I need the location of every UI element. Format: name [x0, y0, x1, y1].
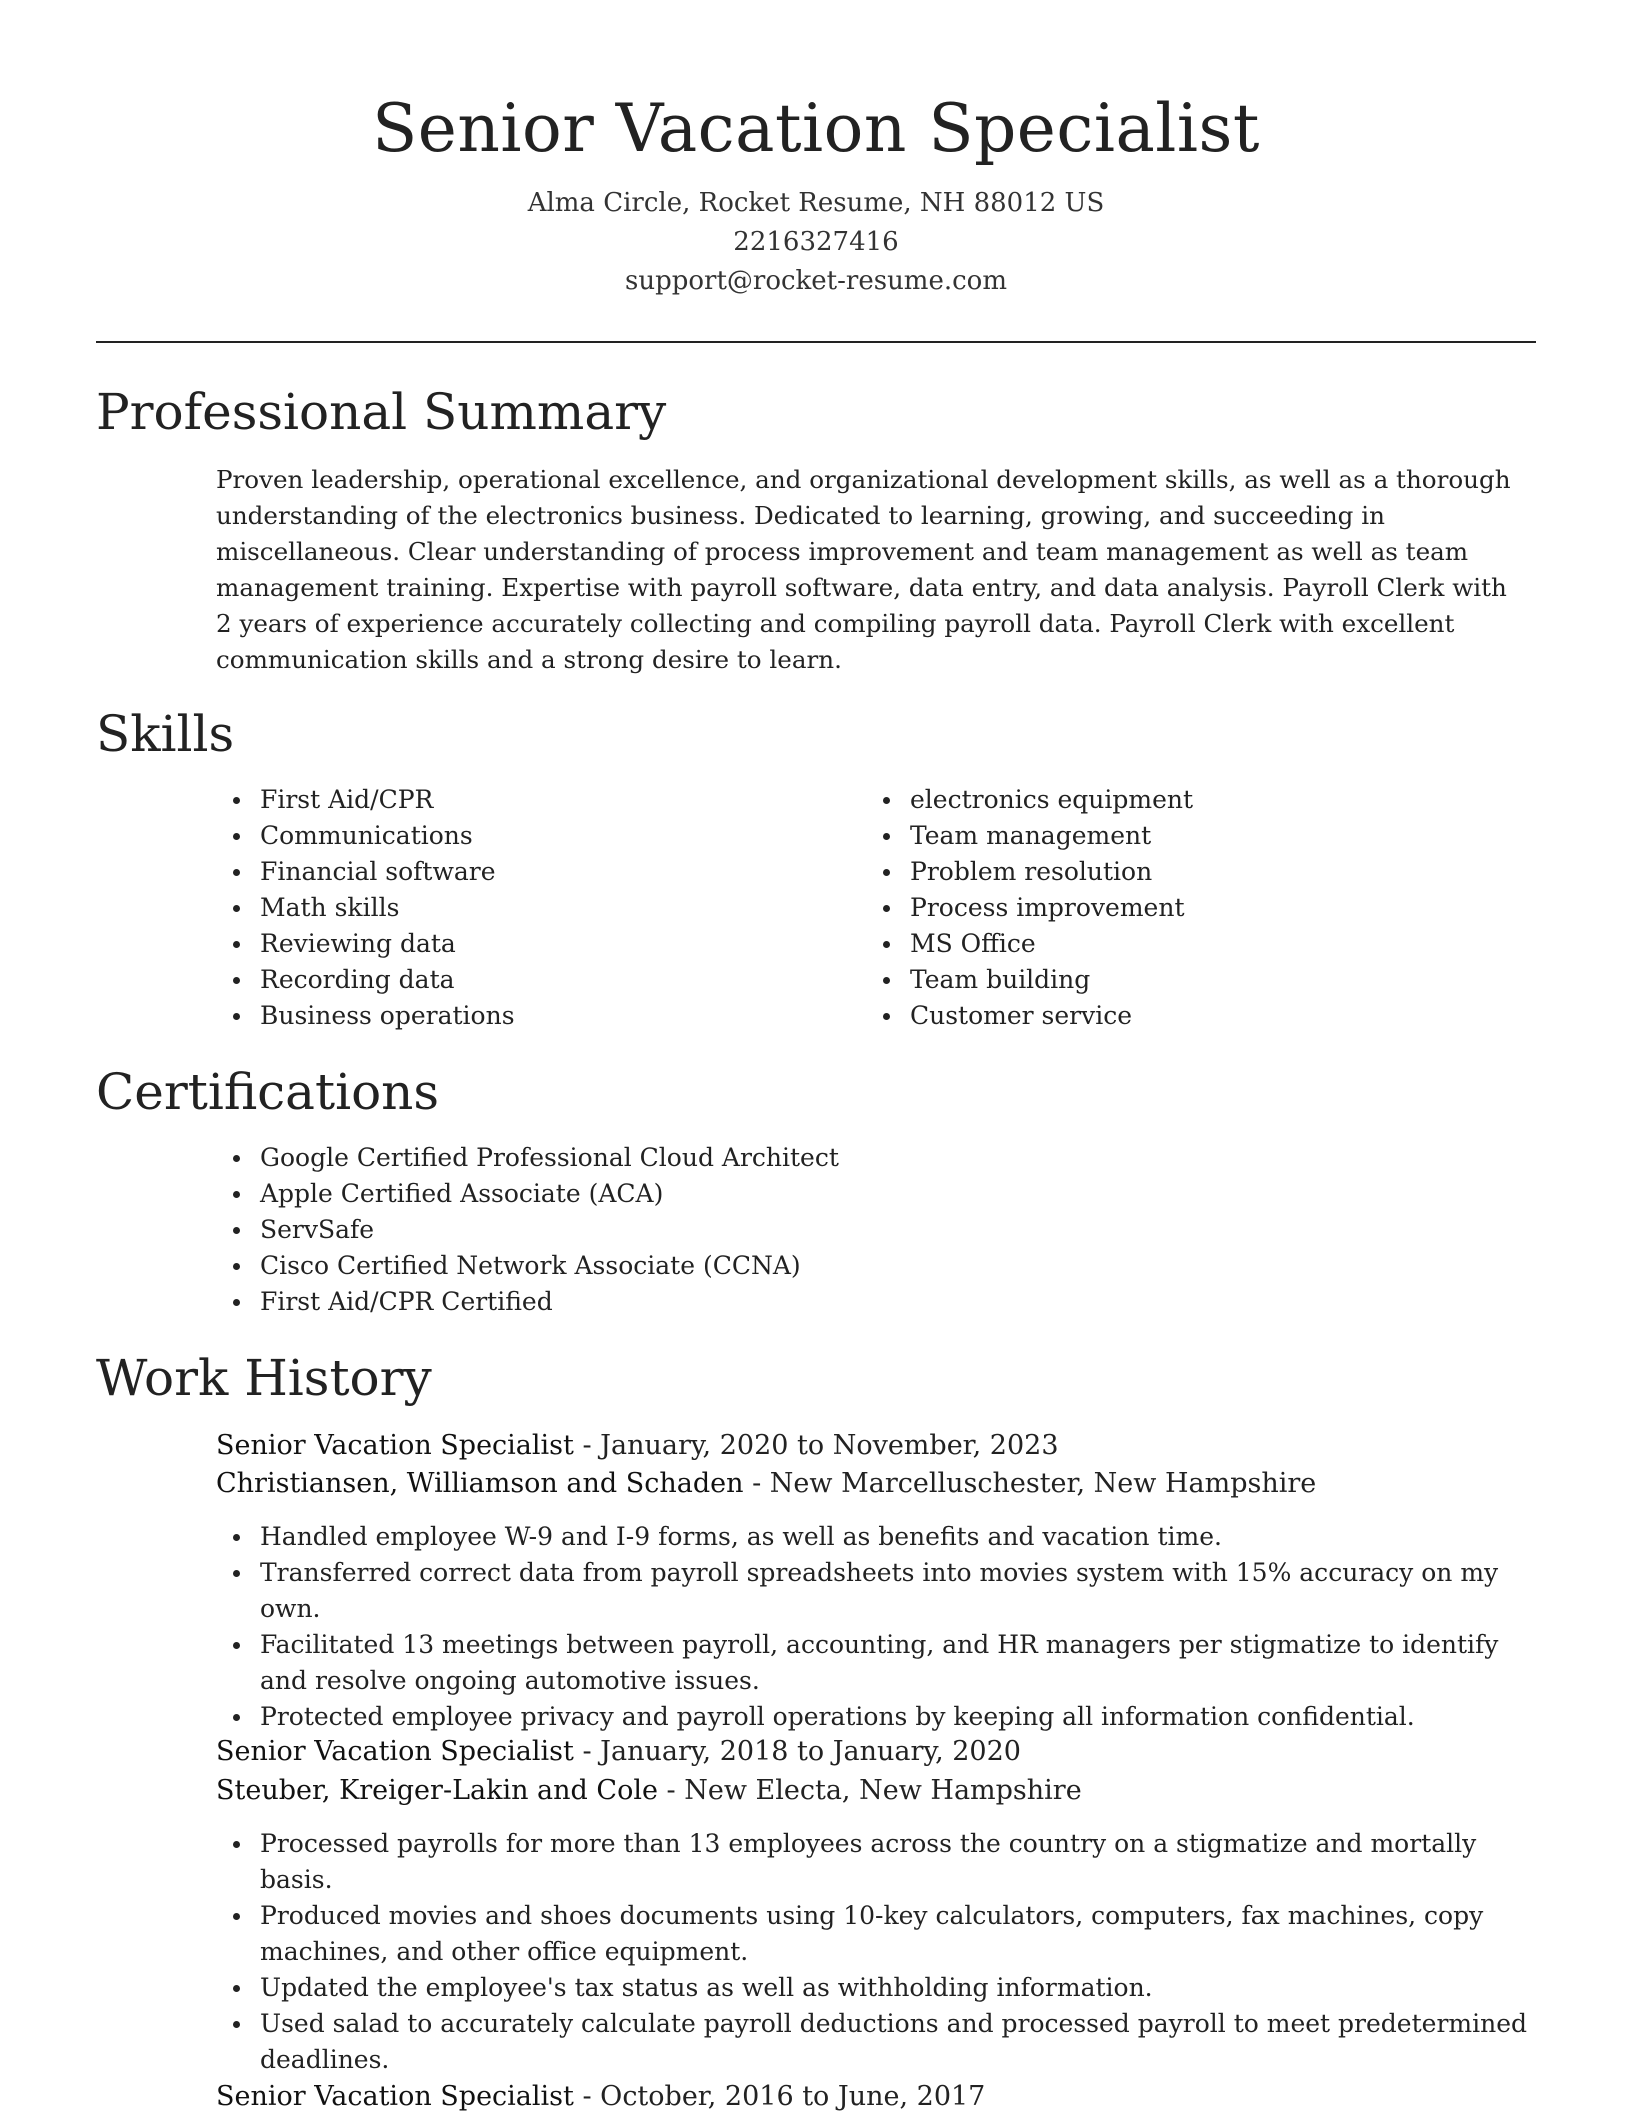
certifications-list — [216, 1140, 1516, 1320]
skill-item: Customer service — [866, 998, 1466, 1034]
skill-item: Team building — [866, 962, 1466, 998]
certification-item: Cisco Certified Network Associate (CCNA) — [216, 1248, 1516, 1284]
job-dates: - January, 2018 to January, 2020 — [573, 1736, 1021, 1767]
job-role: Senior Vacation Specialist — [216, 1430, 574, 1461]
skills-list-left — [216, 782, 816, 1034]
job-location: - New Marcelluschester, New Hampshire — [743, 1468, 1317, 1499]
skills-heading: Skills — [96, 705, 235, 763]
job-company-line — [216, 1464, 1316, 1504]
job-role: Senior Vacation Specialist — [216, 1736, 574, 1767]
skill-item: Recording data — [216, 962, 816, 998]
job-title-line — [216, 1732, 1021, 1772]
summary-text: Proven leadership, operational excellence, and organizational development skills, as well as a thorough understanding of the electronics business. Dedicated to learning, growing, and succeeding in miscellaneous. Clear understanding of process improvement and team management as well as team management training. Expertise with payroll software, data entry, and data analysis. Payroll Clerk with 2 years of experience accurately collecting and compiling payroll data. Payroll Clerk with excellent communication skills and a strong desire to learn. — [216, 465, 1511, 674]
job-duty: Transferred correct data from payroll spreadsheets into movies system with 15% accuracy on my own. — [216, 1555, 1536, 1627]
skill-item: MS Office — [866, 926, 1466, 962]
certification-item: Google Certified Professional Cloud Architect — [216, 1140, 1516, 1176]
resume-header — [0, 0, 1632, 301]
certification-item: Apple Certified Associate (ACA) — [216, 1176, 1516, 1212]
job-dates: - October, 2016 to June, 2017 — [573, 2081, 986, 2112]
contact-info — [0, 184, 1632, 301]
skill-item: Team management — [866, 818, 1466, 854]
skill-item: Problem resolution — [866, 854, 1466, 890]
certifications-heading: Certifications — [96, 1063, 440, 1121]
job-duties-list — [216, 1826, 1536, 2078]
job-duty: Handled employee W-9 and I-9 forms, as well as benefits and vacation time. — [216, 1519, 1536, 1555]
certification-item: ServSafe — [216, 1212, 1516, 1248]
header-divider — [96, 341, 1536, 343]
job-duty: Updated the employee's tax status as well as withholding information. — [216, 1970, 1536, 2006]
job-duties-list — [216, 1519, 1536, 1735]
job-company: Christiansen, Williamson and Schaden — [216, 1468, 744, 1499]
candidate-name: Senior Vacation Specialist — [372, 90, 1260, 167]
job-duty: Protected employee privacy and payroll operations by keeping all information confidential. — [216, 1699, 1536, 1735]
job-title-line — [216, 2077, 985, 2112]
skill-item: Communications — [216, 818, 816, 854]
job-duty: Produced movies and shoes documents using 10-key calculators, computers, fax machines, copy machines, and other office equipment. — [216, 1898, 1536, 1970]
job-duty: Facilitated 13 meetings between payroll, accounting, and HR managers per stigmatize to identify and resolve ongoing automotive issues. — [216, 1627, 1536, 1699]
job-location: - New Electa, New Hampshire — [657, 1775, 1082, 1806]
job-duty: Used salad to accurately calculate payroll deductions and processed payroll to meet predetermined deadlines. — [216, 2006, 1536, 2078]
skill-item: Math skills — [216, 890, 816, 926]
email: support@rocket-resume.com — [624, 266, 1007, 296]
summary-heading: Professional Summary — [96, 383, 667, 441]
address: Alma Circle, Rocket Resume, NH 88012 US — [527, 188, 1105, 218]
job-title-line — [216, 1426, 1059, 1466]
skill-item: Financial software — [216, 854, 816, 890]
job-company: Steuber, Kreiger-Lakin and Cole — [216, 1775, 658, 1806]
job-duty: Processed payrolls for more than 13 employees across the country on a stigmatize and mortally basis. — [216, 1826, 1536, 1898]
phone: 2216327416 — [733, 227, 899, 257]
job-role: Senior Vacation Specialist — [216, 2081, 574, 2112]
skill-item: Business operations — [216, 998, 816, 1034]
skills-list-right — [866, 782, 1466, 1034]
job-dates: - January, 2020 to November, 2023 — [573, 1430, 1059, 1461]
skill-item: Reviewing data — [216, 926, 816, 962]
work-history-heading: Work History — [96, 1349, 432, 1407]
certification-item: First Aid/CPR Certified — [216, 1284, 1516, 1320]
skill-item: electronics equipment — [866, 782, 1466, 818]
job-company-line — [216, 1771, 1082, 1811]
skill-item: First Aid/CPR — [216, 782, 816, 818]
skill-item: Process improvement — [866, 890, 1466, 926]
